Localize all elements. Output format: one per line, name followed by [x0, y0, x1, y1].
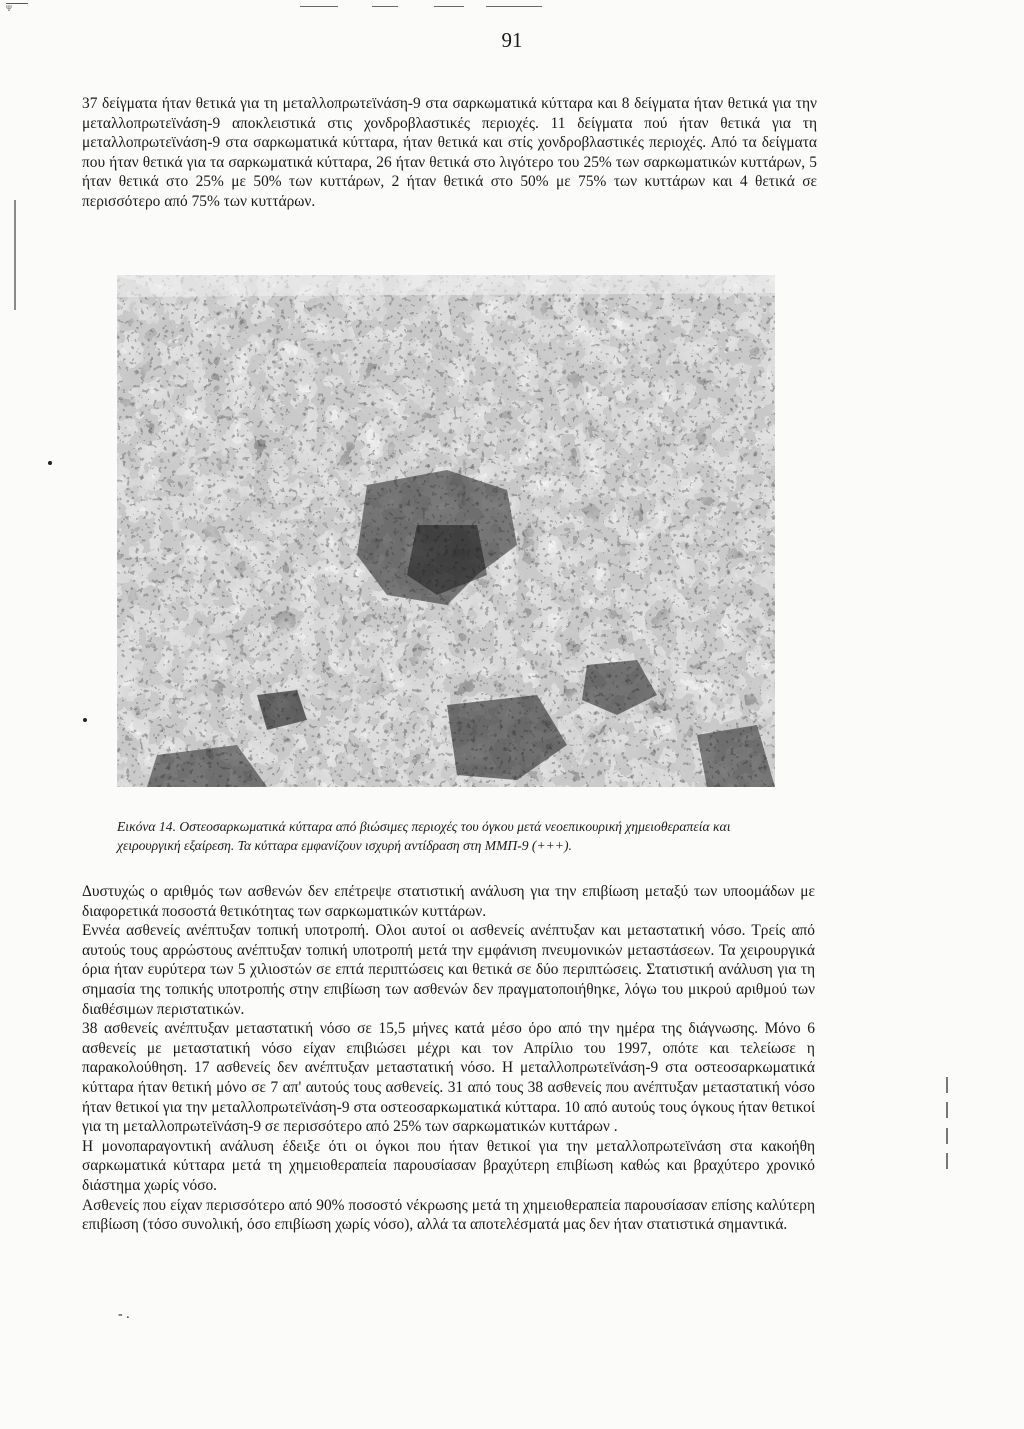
scan-dot: [83, 718, 87, 722]
scan-margin-dash: [946, 1077, 948, 1093]
scan-dash-text: - .: [118, 1307, 130, 1322]
scan-margin-dash: [946, 1128, 948, 1144]
body-text: [82, 882, 815, 1235]
scan-dash-mark: [300, 6, 338, 7]
scan-dash-mark: [372, 6, 398, 7]
scan-dot: [48, 461, 52, 465]
page-number: 91: [501, 28, 523, 52]
body-paragraph: Εννέα ασθενείς ανέπτυξαν τοπική υποτροπή. Ολοι αυτοί οι ασθενείς ανέπτυξαν και μεταστατική νόσο. Τρείς από αυτούς τους αρρώστους ανέπτυξαν τοπική υποτροπή μετά την εμφάνιση πνευμονικών μεταστάσεων. Τα χειρουργικά όρια ήταν ευρύτερα των 5 χιλιοστών σε επτά περιπτώσεις και θετικά σε δύο περιπτώσεις. Στατιστική ανάλυση για τη σημασία της τοπικής υποτροπής στην επιβίωση των ασθενών δεν πραγματοποιήθηκε, λόγω του μικρού αριθμού των διαθέσιμων περιστατικών.: [82, 922, 815, 1018]
figure-caption: Εικόνα 14. Οστεοσαρκωματικά κύτταρα από βιώσιμες περιοχές του όγκου μετά νεοεπικουρική χημειοθεραπεία και χειρουργική εξαίρεση. Τα κύτταρα εμφανίζουν ισχυρή αντίδραση στη ΜΜΠ-9 (+++).: [117, 819, 731, 853]
body-paragraph: Δυστυχώς ο αριθμός των ασθενών δεν επέτρεψε στατιστική ανάλυση για την επιβίωση μεταξύ των υποομάδων με διαφορετικά ποσοστά θετικότητας των σαρκωματικών κυττάρων.: [82, 883, 815, 920]
micrograph-image: [117, 275, 775, 787]
intro-paragraph: 37 δείγματα ήταν θετικά για τη μεταλλοπρωτεϊνάση-9 στα σαρκωματικά κύτταρα και 8 δείγματα ήταν θετικά για την μεταλλοπρωτεϊνάση-9 αποκλειστικά στις χονδροβλαστικές περιοχές. 11 δείγματα πού ήταν θετικά για τη μεταλλοπρωτεϊνάση-9 στα σαρκωματικά κύτταρα, ήταν θετικά και στίς χονδροβλαστικές περιοχές. Από τα δείγματα που ήταν θετικά για τα σαρκωματικά κύτταρα, 26 ήταν θετικά στο λιγότερο του 25% των σαρκωματικών κυττάρων, 5 ήταν θετικά στο 25% με 50% των κυττάρων, 2 ήταν θετικά στο 50% με 75% των κυττάρων και 4 θετικά σε περισσότερο από 75% των κυττάρων.: [82, 95, 817, 210]
scan-dash-mark: [486, 6, 542, 7]
micrograph-figure: [117, 275, 775, 787]
scan-corner-mark: Ψ: [6, 3, 28, 12]
scan-margin-dash: [946, 1102, 948, 1118]
scan-margin-dash: [946, 1153, 948, 1169]
scan-margin-line: [14, 200, 16, 310]
body-paragraph: Η μονοπαραγοντική ανάλυση έδειξε ότι οι όγκοι που ήταν θετικοί για την μεταλλοπρωτεϊνάση στα κακοήθη σαρκωματικά κύτταρα μετά τη χημειοθεραπεία παρουσίασαν βραχύτερη επιβίωση καθώς και βραχύτερο χρονικό διάστημα χωρίς νόσο.: [82, 1137, 815, 1194]
body-paragraph: 38 ασθενείς ανέπτυξαν μεταστατική νόσο σε 15,5 μήνες κατά μέσο όρο από την ημέρα της διάγνωσης. Μόνο 6 ασθενείς με μεταστατική νόσο είχαν επιβιώσει μέχρι και τον Απρίλιο του 1997, οπότε και τελείωσε η παρακολούθηση. 17 ασθενείς δεν ανέπτυξαν μεταστατική νόσο. Η μεταλλοπρωτεϊνάση-9 στα οστεοσαρκωματικά κύτταρα ήταν θετική μόνο σε 7 απ' αυτούς τους ασθενείς. 31 από τους 38 ασθενείς που ανέπτυξαν μεταστατική νόσο ήταν θετικοί για την μεταλλοπρωτεϊνάση-9 στα οστεοσαρκωματικά κύτταρα. 10 από αυτούς τους όγκους ήταν θετικοί για τη μεταλλοπρωτεϊνάση-9 σε περισσότερο από 25% των σαρκωματικών κυττάρων .: [82, 1020, 815, 1136]
scan-dash-mark: [434, 6, 464, 7]
body-paragraph: Ασθενείς που είχαν περισσότερο από 90% ποσοστό νέκρωσης μετά τη χημειοθεραπεία παρουσίασαν επίσης καλύτερη επιβίωση (τόσο συνολική, όσο επιβίωση χωρίς νόσο), αλλά τα αποτελέσματά μας δεν ήταν στατιστικά σημαντικά.: [82, 1196, 815, 1234]
